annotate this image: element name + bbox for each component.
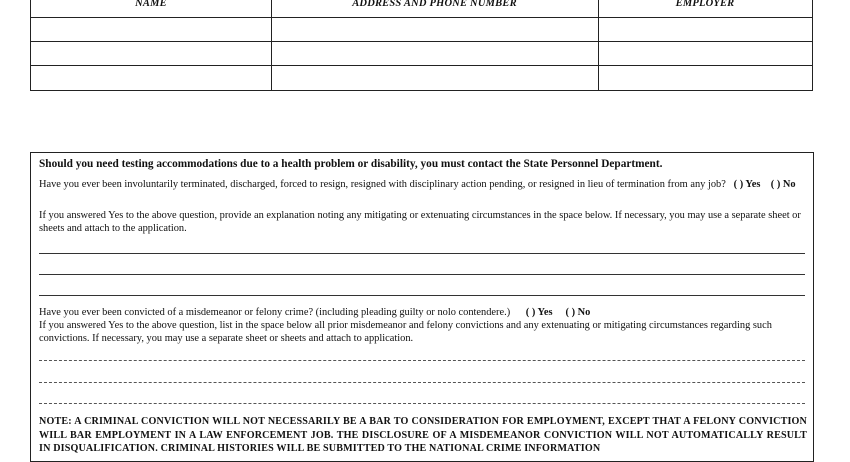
conviction-no-checkbox[interactable]: ( ) No [565,307,591,318]
conviction-question-text: Have you ever been convicted of a misdemeanor or felony crime? (including pleading guilty or nolo contendere.) [39,307,511,318]
conviction-yes-checkbox[interactable]: ( ) Yes [525,307,553,318]
conviction-question [39,307,807,320]
reference-employer-field[interactable] [598,65,812,89]
reference-name-field[interactable] [31,17,271,41]
conviction-explanation-line[interactable] [39,403,805,404]
termination-explanation-line[interactable] [39,274,805,275]
reference-address-field[interactable] [271,17,598,41]
conviction-explanation-line[interactable] [39,382,805,383]
reference-employer-field[interactable] [598,41,812,65]
accommodations-heading: Should you need testing accommodations due to a health problem or disability, you must contact the State Personnel Department. [39,158,663,170]
termination-explanation-line[interactable] [39,295,805,296]
reference-address-field[interactable] [271,65,598,89]
conviction-explanation-line[interactable] [39,360,805,361]
conviction-followup: If you answered Yes to the above question, list in the space below all prior misdemeanor and felony convictions and any extenuating or mitigating circumstances regarding such convictions. If necessary, you may use a separate sheet or sheets and attach to application. [39,320,772,344]
header-employer: EMPLOYER [675,0,735,9]
termination-question [39,179,807,192]
termination-no-checkbox[interactable]: ( ) No [770,179,796,190]
termination-question-text: Have you ever been involuntarily terminated, discharged, forced to resign, resigned with disciplinary action pending, or resigned in lieu of termination from any job? [39,179,726,190]
disclosure-section [30,152,814,462]
reference-address-field[interactable] [271,41,598,65]
references-table [30,0,813,91]
criminal-conviction-note: NOTE: A CRIMINAL CONVICTION WILL NOT NECESSARILY BE A BAR TO CONSIDERATION FOR EMPLOYMENT, EXCEPT THAT A FELONY CONVICTION WILL BAR EMPLOYMENT IN A LAW ENFORCEMENT JOB. THE DISCLOSURE OF A MISDEMEANOR CONVICTION WILL NOT AUTOMATICALLY RESULT IN DISQUALIFICATION. CRIMINAL HISTORIES WILL BE SUBMITTED TO THE NATIONAL CRIME INFORMATION [39,416,807,454]
reference-name-field[interactable] [31,41,271,65]
reference-employer-field[interactable] [598,17,812,41]
termination-followup: If you answered Yes to the above question, provide an explanation noting any mitigating or extenuating circumstances in the space below. If necessary, you may use a separate sheet or sheets and attach to the application. [39,210,801,234]
header-name: NAME [135,0,167,9]
termination-explanation-line[interactable] [39,253,805,254]
reference-name-field[interactable] [31,65,271,89]
termination-yes-checkbox[interactable]: ( ) Yes [733,179,761,190]
header-address-phone: ADDRESS AND PHONE NUMBER [352,0,517,9]
